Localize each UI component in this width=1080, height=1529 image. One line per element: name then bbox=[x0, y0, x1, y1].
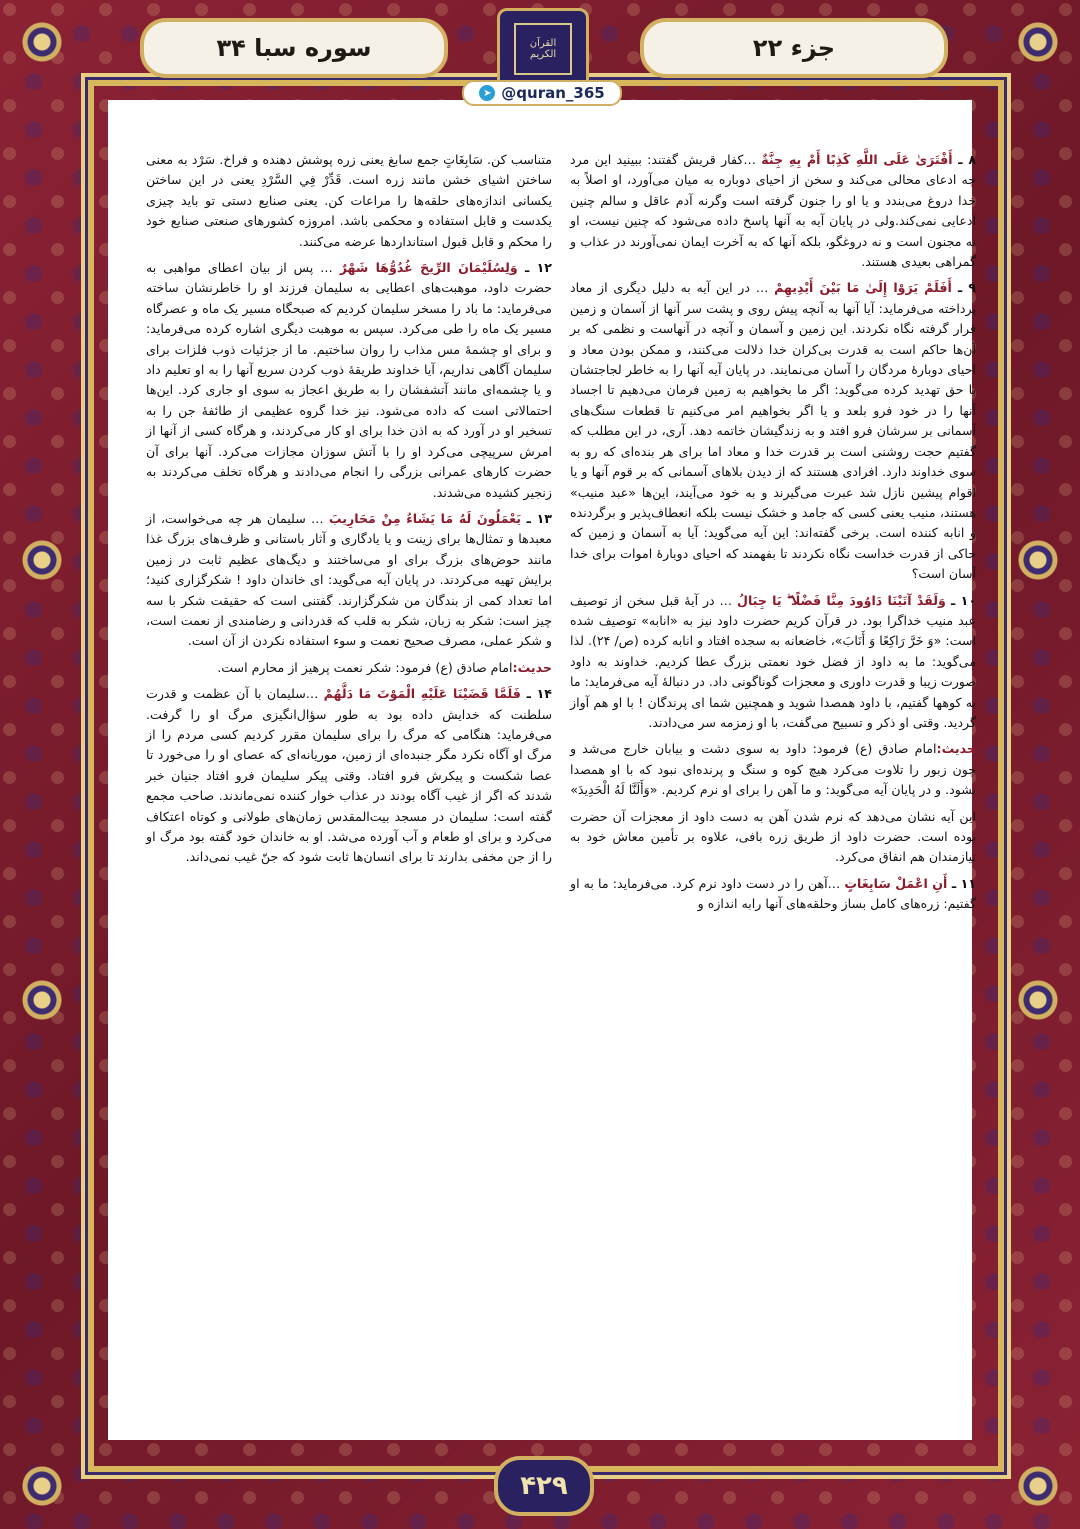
side-medallion-icon bbox=[22, 980, 62, 1020]
quran-logo-text: القرآن الكريم bbox=[514, 23, 572, 75]
verse-quote: حدیث: bbox=[936, 741, 976, 757]
verse-number: ۱۴ ـ bbox=[520, 686, 552, 702]
verse-number: ۱۰ ـ bbox=[945, 592, 977, 608]
quran-logo bbox=[497, 8, 589, 90]
verse-quote: وَلِسُلَيْمَانَ الرِّيحَ غُدُوُّهَا شَهْرٌ bbox=[339, 260, 518, 276]
commentary-paragraph bbox=[570, 150, 976, 272]
commentary-paragraph bbox=[146, 658, 552, 678]
commentary-text: …سلیمان با آن عظمت و قدرت سلطنت که خدایش داده بود به طور سؤال‌انگیزی مرگ او را گرفت. می‌فرماید: هنگامی که مرگ را برای سلیمان مقرر کردیم کسی مردم را از مرگ او آگاه نکرد مگر جنبده‌ای از زمین، موریانه‌ای که عصای او را می‌خورد تا عصا شکست و پیکرش فرو افتاد. وقتی پیکر سلیمان فرو افتاد جنیان خبر شدند که اگر از غیب آگاه بودند در عذاب خوار کننده نمی‌ماندند. صاحب مجمع گفته است: سلیمان در مسجد بیت‌المقدس زمان‌های طولانی و کوتاه اعتکاف می‌کرد و برای او طعام و آب آورده می‌شد. او به خاندان خود گفته بود مرگ او را از جن مخفی بدارند تا برای انسان‌ها ثابت شود که جنّ غیب نمی‌داند. bbox=[146, 686, 552, 865]
commentary-paragraph bbox=[570, 591, 976, 734]
commentary-text: … پس از بیان اعطای مواهبی به حضرت داود، موهبت‌های اعطایی به سلیمان فرزند او را خاطرنشان ساخته می‌فرماید: ما باد را مسخر سلیمان کردیم که صبحگاه مسیر یک ماه و عصرگاه مسیر یک ماه را طی می‌کرد. سپس به موهبت دیگری اشاره کرده می‌فرماید: و برای او چشمهٔ مس مذاب را روان ساختیم. ما از جزئیات ذوب فلزات برای سلیمان آگاهی نداریم، آیا خداوند طریقهٔ ذوب کردن سریع آنها را به او تعلیم داد و یا چشمه‌ای مانند آتشفشان را به طریق اعجاز به سوی او جاری کرد. این‌ها احتمالاتی است که داده می‌شود. نیز خدا گروه عظیمی از طائفهٔ جن را به تسخیر او در آورد که به اذن خدا برای او کار می‌کردند، و هرگاه کسی از آنها از امرش سرپیچی می‌کرد او را با آتش سوزان مجازات می‌کرد. آنها برای آن حضرت کارهای عمرانی بزرگی را انجام می‌دادند و هرگاه تخلف می‌کردند به زنجیر کشیده می‌شدند. bbox=[146, 260, 552, 500]
telegram-icon: ➤ bbox=[479, 85, 495, 101]
verse-number: ۸ ـ bbox=[952, 152, 976, 167]
commentary-text: امام صادق (ع) فرمود: داود به سوی دشت و بیابان خارج می‌شد و چون زبور را تلاوت می‌کرد هیچ کوه و سنگ و پرنده‌ای نبود که با او همصدا نشود. و در پایان آیه می‌گوید: و ما آهن را برای او نرم کردیم. «وَأَلَنَّا لَهُ الْحَدِيدَ» bbox=[570, 741, 976, 798]
juz-label: جزء ۲۲ bbox=[640, 18, 948, 78]
corner-medallion-icon bbox=[1018, 1466, 1058, 1506]
handle-text: @quran_365 bbox=[501, 84, 605, 102]
commentary-text: این آیه نشان می‌دهد که نرم شدن آهن به دست داود از معجزات آن حضرت بوده است. حضرت داود از طریق زره بافی، علاوه بر تأمین معاش خود به نیازمندان هم انفاق می‌کرد. bbox=[570, 808, 976, 865]
verse-quote: حدیث: bbox=[512, 659, 552, 675]
page-number: ۴۲۹ bbox=[494, 1456, 594, 1516]
verse-quote: أَنِ اعْمَلْ سَابِغَاتٍ bbox=[844, 875, 948, 891]
commentary-text: … در آیۀ قبل سخن از توصیف عبد منیب خداگرا بود. در قرآن کریم حضرت داود نیز به «انابه» توصیف شده است: «وَ خَرَّ رَاكِعًا وَ أَنَابَ»، خاضعانه به سجده افتاد و انابه کرده (ص/ ۲۴). لذا می‌گوید: ما به داود از فضل خود نعمتی بزرگ عطا کردیم. خداوند به داود صورت زیبا و قدرت داوری و معجزات گوناگونی داد. در دنبالۀ آیه می‌فرماید: ما به کوهها گفتیم، با داود همصدا شوید و همچنین شما ای پرندگان ! با او هم آواز گردید. وقتی او ذکر و تسبیح می‌گفت، با او زمزمه سر می‌دادند. bbox=[570, 592, 976, 730]
commentary-paragraph bbox=[570, 807, 976, 868]
columns bbox=[146, 150, 976, 1350]
verse-quote: يَعْمَلُونَ لَهُ مَا يَشَاءُ مِنْ مَحَارِيبَ bbox=[328, 510, 521, 526]
side-medallion-icon bbox=[1018, 540, 1058, 580]
side-medallion-icon bbox=[22, 540, 62, 580]
commentary-text: …کفار قریش گفتند: ببینید این مرد چه ادعای محالی می‌کند و سخن از احیای دوباره به میان می‌آورد، او اصلاً به خدا دروغ می‌بندد و یا او را جنون گرفته است وگرنه آدم عاقل و سالم چنین ادعایی نمی‌کند.ولی در پایان آیه به آنها پاسخ داده می‌شود که چنین نیست، او نه مجنون است و نه دروغگو، بلکه آنها که به آخرت ایمان نمی‌آورند در عذاب و گمراهی بعیدی هستند. bbox=[570, 152, 976, 270]
right-column bbox=[570, 150, 976, 1350]
commentary-text: متناسب کن. سَابِغَاتٍ جمع سابغ یعنی زره پوشش دهنده و فراخ. سَرْد به معنی ساختن اشیای خشن مانند زره است. قَدِّرْ فِي السَّرْدِ یعنی در این ساختن یکسانی اندازه‌های حلقه‌ها را مراعات کن. یعنی صنایع دستی تو باید چیزی یکدست و قابل استفاده و محکمی باشد. امروزه کشورهای صنعتی صنایع خود را محکم و قابل قبول استانداردها عرضه می‌کنند. bbox=[146, 152, 552, 249]
verse-number: ۱۳ ـ bbox=[520, 510, 552, 526]
commentary-paragraph bbox=[146, 150, 552, 252]
verse-quote: وَلَقَدْ آتَيْنَا دَاوُودَ مِنَّا فَضْلًا ۖ يَا جِبَالُ bbox=[737, 592, 946, 608]
commentary-text: امام صادق (ع) فرمود: شکر نعمت پرهیز از محارم است. bbox=[217, 659, 513, 675]
verse-number: ۹ ـ bbox=[951, 280, 977, 296]
verse-quote: أَفْتَرَىٰ عَلَى اللَّهِ كَذِبًا أَمْ بِهِ جِنَّةٌ bbox=[761, 152, 953, 167]
corner-medallion-icon bbox=[22, 1466, 62, 1506]
verse-number: ۱۱ ـ bbox=[947, 875, 976, 891]
commentary-text: …آهن را در دست داود نرم کرد. می‌فرماید: ما به او گفتیم: زره‌های کامل بساز وحلقه‌های آنها رابه اندازه و bbox=[570, 875, 976, 912]
commentary-paragraph bbox=[146, 258, 552, 503]
commentary-paragraph bbox=[570, 278, 976, 584]
verse-number: ۱۲ ـ bbox=[517, 260, 552, 276]
corner-medallion-icon bbox=[22, 22, 62, 62]
verse-quote: فَلَمَّا قَضَيْنَا عَلَيْهِ الْمَوْتَ مَا دَلَّهُمْ bbox=[323, 686, 521, 702]
left-column bbox=[146, 150, 552, 1350]
commentary-text: … سلیمان هر چه می‌خواست، از معبدها و تمثال‌ها برای زینت و یا یادگاری و آثار باستانی و ظرف‌های بزرگ غذا مانند حوض‌های بزرگ برای او می‌ساختند و دیگ‌های عظیم ثابت در زمین برایش تهیه می‌کردند. در پایان آیه می‌گوید: ای خاندان داود ! شکرگزاری کنید؛ اما تعداد کمی از بندگان من شکرگزارند. گفتنی است که حقیقت شکر با سه چیز است: شکر به زبان، شکر به قلب که قدردانی و رضامندی از نعمت است، و شکر عملی، مصرف صحیح نعمت و سوء استفاده نکردن از آن است. bbox=[146, 510, 552, 649]
commentary-paragraph bbox=[146, 684, 552, 868]
corner-medallion-icon bbox=[1018, 22, 1058, 62]
surah-label: سوره سبا ۳۴ bbox=[140, 18, 448, 78]
verse-quote: أَفَلَمْ يَرَوْا إِلَىٰ مَا بَيْنَ أَيْدِيهِمْ bbox=[774, 280, 952, 296]
commentary-paragraph bbox=[570, 874, 976, 915]
commentary-text: … در این آیه به دلیل دیگری از معاد پرداخته می‌فرماید: آیا آنها به آنچه پیش روی و پشت سر آنها از آسمان و زمین قرار گرفته نگاه نکردند. این زمین و آسمان و آنچه در آنهاست و نظمی که بر آن‌ها حاکم است به قدرت بی‌کران خدا دلالت می‌کنند، و ممکن بودن معاد و احیای دوبارۀ مردگان را آسان می‌نمایند. در پایان آیه آنها را به خاطر لجاجتشان با حق تهدید کرده می‌گوید: اگر ما بخواهیم به زمین فرمان می‌دهیم تا اجساد آنها را در خود فرو بلعد و یا اگر بخواهیم امر می‌کنیم تا قطعات سنگ‌های آسمانی بر سرشان فرو افتد و به زندگیشان خاتمه دهد. آری، در این مطلب که گفتیم حجت روشنی است بر قدرت خدا و معاد اما برای هر بنده‌ای که رو به سوی خداوند دارد. افرادی هستند که از دیدن بلاهای آسمانی که بر قوم آنها و یا اقوام پیشین نازل شد عبرت می‌گیرند و به خود می‌آیند، این‌ها «عبد منیب» هستند، منیب یعنی کسی که جامد و خشک نیست بلکه انعطاف‌پذیر و برگردنده و انابه کننده است. برخی گفته‌اند: این آیه می‌گوید: آیا به آسمان و زمین که حاکی از قدرت خداست نگاه نکردند تا بفهمند که احیای دوبارۀ اموات برای خدا آسان است؟ bbox=[570, 280, 976, 582]
side-medallion-icon bbox=[1018, 980, 1058, 1020]
commentary-paragraph bbox=[570, 739, 976, 800]
commentary-paragraph bbox=[146, 509, 552, 652]
telegram-handle[interactable] bbox=[462, 80, 622, 106]
